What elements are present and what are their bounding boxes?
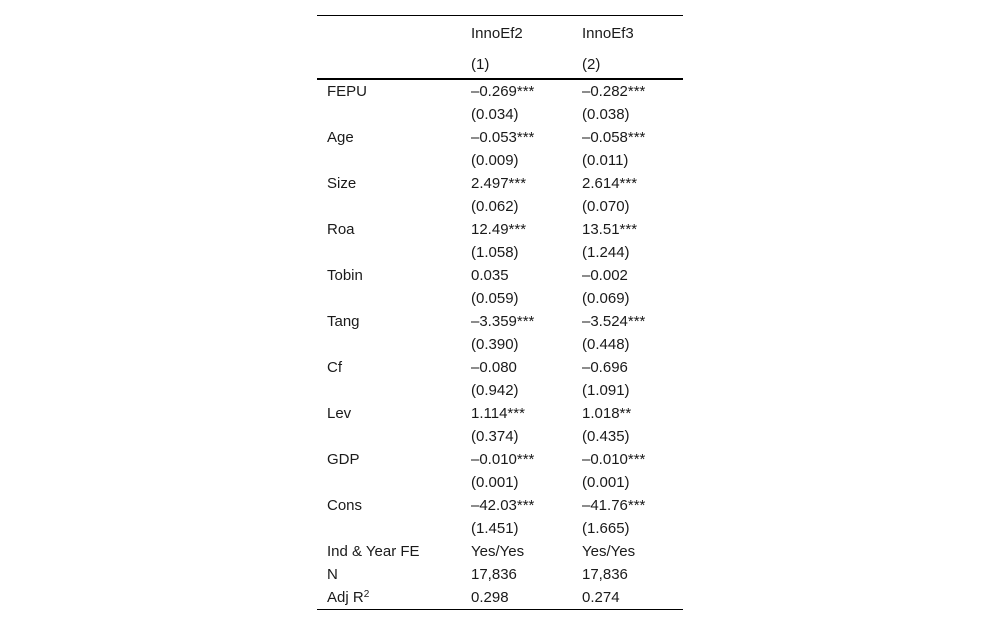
se-value: (1.665) [582, 520, 630, 537]
se-value: (0.374) [471, 428, 519, 445]
coef-value: –0.053*** [471, 129, 535, 146]
se-value: (0.011) [582, 152, 629, 169]
se-row [317, 241, 683, 264]
column-header: InnoEf3 [582, 25, 634, 42]
footer-value: Yes/Yes [471, 543, 525, 560]
coef-row [317, 494, 683, 517]
coef-value: 2.614*** [582, 175, 638, 192]
footer-value: Yes/Yes [582, 543, 636, 560]
coef-value: –0.269*** [471, 83, 535, 100]
adj-r2-superscript: 2 [363, 589, 370, 600]
se-value: (1.451) [471, 520, 519, 537]
footer-row [317, 540, 683, 563]
variable-label: FEPU [327, 83, 368, 100]
coef-value: 12.49*** [471, 221, 527, 238]
se-row [317, 333, 683, 356]
se-row [317, 103, 683, 126]
coef-value: –3.359*** [471, 313, 535, 330]
coef-row [317, 356, 683, 379]
adj-r2-text: Adj R [327, 589, 364, 606]
se-row [317, 425, 683, 448]
regression-table [317, 15, 683, 610]
adj-r2-row [317, 586, 683, 609]
variable-label: GDP [327, 451, 360, 468]
coef-row [317, 402, 683, 425]
table-body [317, 80, 683, 609]
coef-row [317, 448, 683, 471]
adj-r2-value: 0.298 [471, 589, 509, 606]
se-value: (1.091) [582, 382, 630, 399]
se-value: (0.038) [582, 106, 630, 123]
column-header: InnoEf2 [471, 25, 523, 42]
adj-r2-value: 0.274 [582, 589, 620, 606]
footer-label: Ind & Year FE [327, 543, 420, 560]
coef-value: –0.080 [471, 359, 517, 376]
se-value: (0.942) [471, 382, 519, 399]
coef-row [317, 172, 683, 195]
se-value: (0.069) [582, 290, 630, 307]
coef-value: 0.035 [471, 267, 509, 284]
variable-label: Tobin [327, 267, 363, 284]
se-value: (0.070) [582, 198, 630, 215]
se-value: (0.001) [471, 474, 519, 491]
coef-row [317, 310, 683, 333]
column-number: (1) [471, 56, 490, 73]
footer-value: 17,836 [582, 566, 628, 583]
footer-row [317, 563, 683, 586]
se-value: (0.448) [582, 336, 630, 353]
coef-value: 13.51*** [582, 221, 638, 238]
adj-r2-label [327, 588, 369, 607]
coef-row [317, 218, 683, 241]
se-row [317, 149, 683, 172]
variable-label: Cf [327, 359, 342, 376]
coef-row [317, 126, 683, 149]
se-row [317, 517, 683, 540]
se-value: (1.058) [471, 244, 519, 261]
header-row-names [317, 16, 683, 47]
coef-value: –41.76*** [582, 497, 646, 514]
coef-row [317, 80, 683, 103]
se-value: (1.244) [582, 244, 630, 261]
coef-value: 1.114*** [471, 405, 525, 422]
coef-value: 1.018** [582, 405, 632, 422]
footer-value: 17,836 [471, 566, 517, 583]
se-row [317, 471, 683, 494]
se-value: (0.390) [471, 336, 519, 353]
variable-label: Cons [327, 497, 363, 514]
table-header [317, 16, 683, 80]
coef-value: 2.497*** [471, 175, 527, 192]
coef-value: –0.010*** [582, 451, 646, 468]
se-value: (0.001) [582, 474, 630, 491]
se-value: (0.034) [471, 106, 519, 123]
se-row [317, 195, 683, 218]
coef-value: –42.03*** [471, 497, 535, 514]
variable-label: Tang [327, 313, 360, 330]
se-value: (0.059) [471, 290, 519, 307]
variable-label: Size [327, 175, 357, 192]
column-number: (2) [582, 56, 601, 73]
coef-value: –0.002 [582, 267, 628, 284]
se-row [317, 379, 683, 402]
se-value: (0.009) [471, 152, 519, 169]
variable-label: Lev [327, 405, 352, 422]
variable-label: Age [327, 129, 354, 146]
se-value: (0.062) [471, 198, 519, 215]
se-row [317, 287, 683, 310]
footer-label: N [327, 566, 338, 583]
coef-value: –0.010*** [471, 451, 535, 468]
se-value: (0.435) [582, 428, 630, 445]
header-row-numbers [317, 47, 683, 78]
coef-value: –0.282*** [582, 83, 646, 100]
coef-value: –0.696 [582, 359, 628, 376]
coef-row [317, 264, 683, 287]
variable-label: Roa [327, 221, 355, 238]
coef-value: –0.058*** [582, 129, 646, 146]
coef-value: –3.524*** [582, 313, 646, 330]
